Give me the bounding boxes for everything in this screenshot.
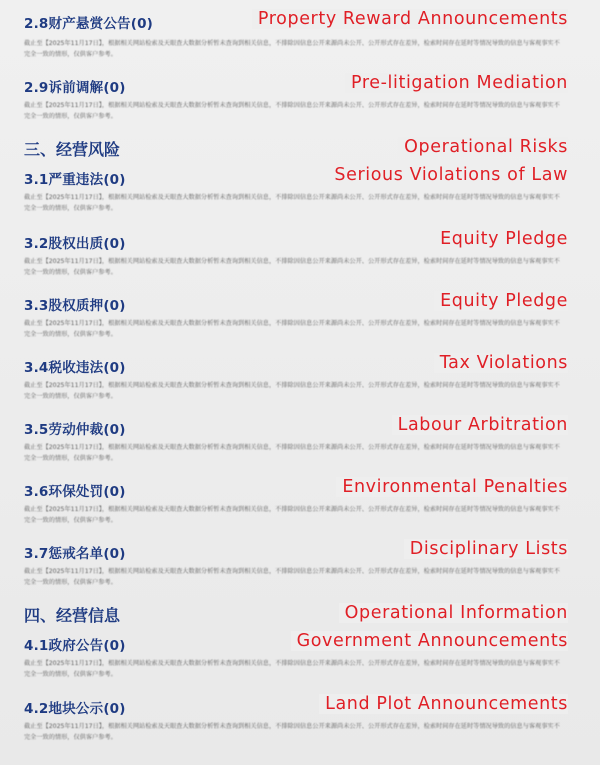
item-heading-en: Disciplinary Lists — [404, 539, 568, 559]
item-heading-en: Government Announcements — [291, 631, 568, 651]
item-heading-en: Tax Violations — [434, 353, 568, 373]
item-heading-zh: 3.6环保处罚(0) — [24, 484, 126, 500]
section-heading-zh: 四、经营信息 — [24, 606, 121, 625]
section-heading-zh: 三、经营风险 — [24, 140, 121, 159]
item-heading-en: Equity Pledge — [434, 291, 568, 311]
item-heading-en: Serious Violations of Law — [328, 165, 568, 185]
item-description: 截止至【2025年11月17日】，根据相关网站检索及天眼查大数据分析暂未查询到相关信息，不排除因信息公开来源尚未公开、公开形式存在差异，检索时间存在延时等情况导致的信息与客观事实不完全一致的情形，仅供客户参考。 — [24, 568, 560, 586]
item-heading-zh: 3.1严重违法(0) — [24, 172, 126, 188]
item-heading-en: Equity Pledge — [434, 229, 568, 249]
item-description: 截止至【2025年11月17日】，根据相关网站检索及天眼查大数据分析暂未查询到相关信息，不排除因信息公开来源尚未公开、公开形式存在差异，检索时间存在延时等情况导致的信息与客观事实不完全一致的情形，仅供客户参考。 — [24, 382, 560, 400]
item-description: 截止至【2025年11月17日】，根据相关网站检索及天眼查大数据分析暂未查询到相关信息，不排除因信息公开来源尚未公开、公开形式存在差异，检索时间存在延时等情况导致的信息与客观事实不完全一致的情形，仅供客户参考。 — [24, 660, 560, 678]
item-heading-en: Labour Arbitration — [392, 415, 568, 435]
item-heading-zh: 2.9诉前调解(0) — [24, 80, 126, 96]
item-heading-zh: 3.4税收违法(0) — [24, 360, 126, 376]
item-heading-en: Environmental Penalties — [336, 477, 568, 497]
item-description: 截止至【2025年11月17日】，根据相关网站检索及天眼查大数据分析暂未查询到相关信息，不排除因信息公开来源尚未公开、公开形式存在差异，检索时间存在延时等情况导致的信息与客观事实不完全一致的情形，仅供客户参考。 — [24, 506, 560, 524]
item-heading-en: Pre-litigation Mediation — [345, 73, 568, 93]
item-description: 截止至【2025年11月17日】，根据相关网站检索及天眼查大数据分析暂未查询到相关信息，不排除因信息公开来源尚未公开、公开形式存在差异，检索时间存在延时等情况导致的信息与客观事实不完全一致的情形，仅供客户参考。 — [24, 444, 560, 462]
item-description: 截止至【2025年11月17日】，根据相关网站检索及天眼查大数据分析暂未查询到相关信息，不排除因信息公开来源尚未公开、公开形式存在差异，检索时间存在延时等情况导致的信息与客观事实不完全一致的情形，仅供客户参考。 — [24, 723, 560, 741]
section-heading-en: Operational Risks — [398, 137, 568, 157]
item-description: 截止至【2025年11月17日】，根据相关网站检索及天眼查大数据分析暂未查询到相关信息，不排除因信息公开来源尚未公开、公开形式存在差异，检索时间存在延时等情况导致的信息与客观事实不完全一致的情形，仅供客户参考。 — [24, 40, 560, 58]
item-description: 截止至【2025年11月17日】，根据相关网站检索及天眼查大数据分析暂未查询到相关信息，不排除因信息公开来源尚未公开、公开形式存在差异，检索时间存在延时等情况导致的信息与客观事实不完全一致的情形，仅供客户参考。 — [24, 320, 560, 338]
item-heading-zh: 3.5劳动仲裁(0) — [24, 422, 126, 438]
item-heading-en: Land Plot Announcements — [319, 694, 568, 714]
item-description: 截止至【2025年11月17日】，根据相关网站检索及天眼查大数据分析暂未查询到相关信息，不排除因信息公开来源尚未公开、公开形式存在差异，检索时间存在延时等情况导致的信息与客观事实不完全一致的情形，仅供客户参考。 — [24, 102, 560, 120]
item-heading-zh: 3.3股权质押(0) — [24, 298, 126, 314]
item-heading-en: Property Reward Announcements — [252, 9, 568, 29]
item-heading-zh: 4.2地块公示(0) — [24, 701, 126, 717]
item-description: 截止至【2025年11月17日】，根据相关网站检索及天眼查大数据分析暂未查询到相关信息，不排除因信息公开来源尚未公开、公开形式存在差异，检索时间存在延时等情况导致的信息与客观事实不完全一致的情形，仅供客户参考。 — [24, 194, 560, 212]
item-heading-zh: 3.7惩戒名单(0) — [24, 546, 126, 562]
item-heading-zh: 4.1政府公告(0) — [24, 638, 126, 654]
item-heading-zh: 2.8财产悬赏公告(0) — [24, 16, 154, 32]
section-heading-en: Operational Information — [339, 603, 568, 623]
item-description: 截止至【2025年11月17日】，根据相关网站检索及天眼查大数据分析暂未查询到相关信息，不排除因信息公开来源尚未公开、公开形式存在差异，检索时间存在延时等情况导致的信息与客观事实不完全一致的情形，仅供客户参考。 — [24, 258, 560, 276]
item-heading-zh: 3.2股权出质(0) — [24, 236, 126, 252]
